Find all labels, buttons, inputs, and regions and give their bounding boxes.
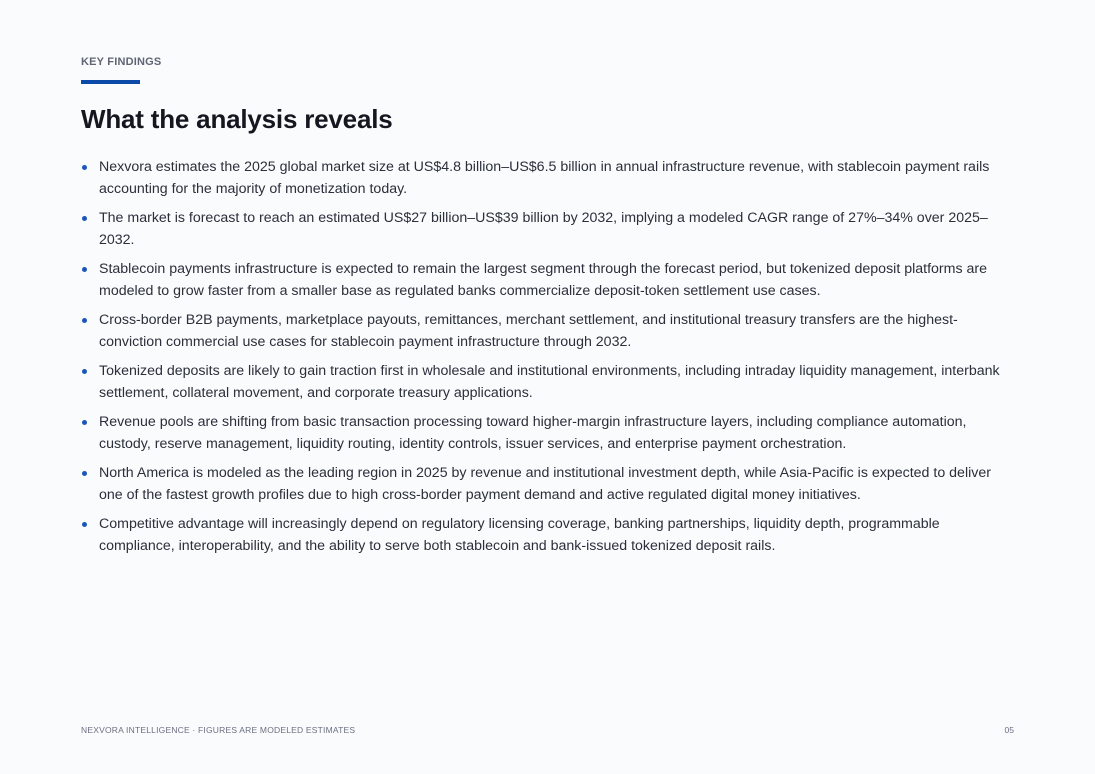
bullet-icon	[82, 318, 87, 323]
section-eyebrow: KEY FINDINGS	[81, 56, 162, 68]
finding-text: North America is modeled as the leading region in 2025 by revenue and institutional investment depth, while Asia-Pacific is expected to deliver one of the fastest growth profiles due to high cross-border payment demand and active regulated digital money initiatives.	[99, 465, 991, 504]
finding-item	[81, 309, 1016, 353]
bullet-icon	[82, 165, 87, 170]
finding-item	[81, 207, 1016, 251]
bullet-icon	[82, 471, 87, 476]
report-page	[81, 0, 1016, 774]
finding-item	[81, 360, 1016, 404]
finding-text: Competitive advantage will increasingly depend on regulatory licensing coverage, banking partnerships, liquidity depth, programmable compliance, interoperability, and the ability to serve both stablecoin and bank-issued tokenized deposit rails.	[99, 516, 940, 555]
bullet-icon	[82, 420, 87, 425]
finding-text: The market is forecast to reach an estimated US$27 billion–US$39 billion by 2032, implying a modeled CAGR range of 27%–34% over 2025–2032.	[99, 210, 988, 249]
finding-item	[81, 258, 1016, 302]
footer-source: NEXVORA INTELLIGENCE · FIGURES ARE MODELED ESTIMATES	[81, 725, 356, 735]
finding-text: Stablecoin payments infrastructure is expected to remain the largest segment through the forecast period, but tokenized deposit platforms are modeled to grow faster from a smaller base as regulated banks commercialize deposit-token settlement use cases.	[99, 261, 987, 300]
findings-list	[81, 156, 1016, 564]
finding-text: Nexvora estimates the 2025 global market size at US$4.8 billion–US$6.5 billion in annual infrastructure revenue, with stablecoin payment rails accounting for the majority of monetization today.	[99, 159, 990, 198]
finding-text: Cross-border B2B payments, marketplace payouts, remittances, merchant settlement, and institutional treasury transfers are the highest-conviction commercial use cases for stablecoin payment infrastructure through 2032.	[99, 312, 958, 351]
bullet-icon	[82, 522, 87, 527]
finding-item	[81, 411, 1016, 455]
bullet-icon	[82, 267, 87, 272]
finding-item	[81, 462, 1016, 506]
bullet-icon	[82, 216, 87, 221]
finding-item	[81, 513, 1016, 557]
page-number: 05	[1004, 725, 1014, 735]
page-title: What the analysis reveals	[81, 104, 393, 134]
finding-item	[81, 156, 1016, 200]
finding-text: Revenue pools are shifting from basic transaction processing toward higher-margin infrastructure layers, including compliance automation, custody, reserve management, liquidity routing, identity controls, issuer services, and enterprise payment orchestration.	[99, 414, 967, 453]
finding-text: Tokenized deposits are likely to gain traction first in wholesale and institutional environments, including intraday liquidity management, interbank settlement, collateral movement, and corporate treasury applications.	[99, 363, 1000, 402]
bullet-icon	[82, 369, 87, 374]
accent-rule	[81, 80, 140, 84]
